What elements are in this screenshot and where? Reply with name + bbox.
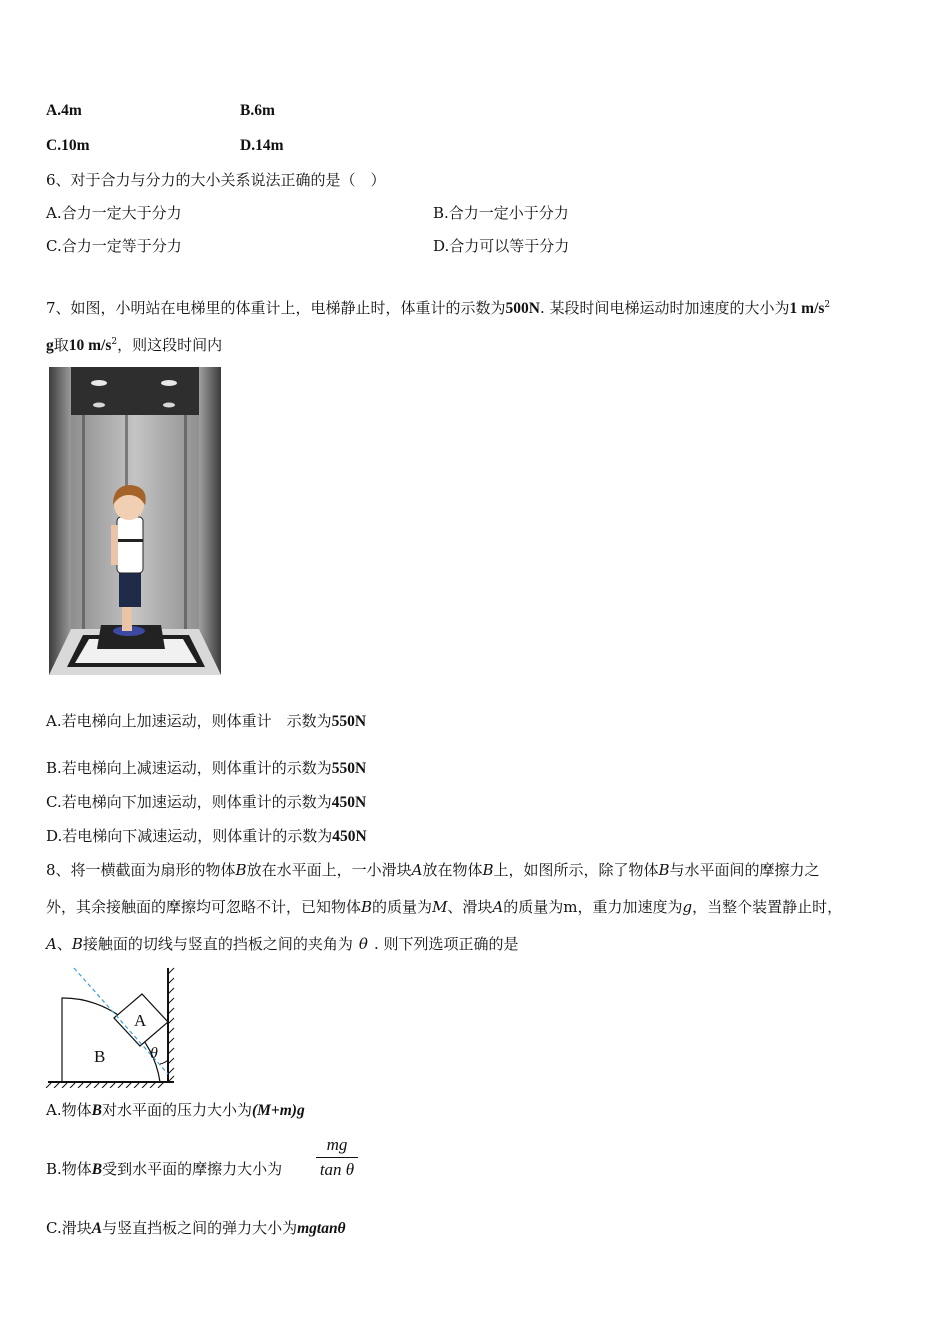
sector-block-diagram	[44, 964, 180, 1088]
q5-option-d: D.14m	[240, 137, 284, 154]
q8-stem-line2: 外，其余接触面的摩擦均可忽略不计，已知物体B的质量为M、滑块A的质量为m，重力加速度为g，当整个装置静止时，	[46, 898, 843, 916]
q6-option-b: B.合力一定小于分力	[433, 204, 569, 222]
fig-label-b: B	[94, 1047, 106, 1066]
q5-option-b: B.6m	[240, 102, 275, 119]
q8-stem-line1: 8、将一横截面为扇形的物体B放在水平面上，一小滑块A放在物体B上，如图所示，除了物体B与水平面间的摩擦力之	[46, 861, 820, 879]
q6-stem: 6、对于合力与分力的大小关系说法正确的是（ ）	[46, 171, 386, 189]
q8-option-a: A.物体B对水平面的压力大小为(M+m)g	[46, 1101, 305, 1119]
q6-option-c: C.合力一定等于分力	[46, 237, 182, 255]
q8-option-b-fraction: mg tan θ	[316, 1135, 358, 1180]
fig-label-a: A	[134, 1011, 147, 1030]
elevator-figure	[49, 367, 221, 675]
q8-stem-line3: A、B接触面的切线与竖直的挡板之间的夹角为 θ . 则下列选项正确的是	[46, 935, 519, 953]
q5-option-a: A.4m	[46, 102, 82, 119]
fig-label-theta: θ	[150, 1045, 158, 1062]
q7-stem-line2: g取10 $m/s^2$，则这段时间内	[46, 336, 223, 354]
q7-option-b: B.若电梯向上减速运动，则体重计的示数为550N	[46, 759, 367, 777]
q5-option-c: C.10m	[46, 137, 90, 154]
q8-option-b: B.物体B受到水平面的摩擦力大小为	[46, 1160, 283, 1178]
q7-option-d: D.若电梯向下减速运动，则体重计的示数为450N	[46, 827, 367, 845]
q7-option-c: C.若电梯向下加速运动，则体重计的示数为450N	[46, 793, 367, 811]
q6-option-a: A.合力一定大于分力	[46, 204, 182, 222]
q6-option-d: D.合力可以等于分力	[433, 237, 570, 255]
q8-option-c: C.滑块A与竖直挡板之间的弹力大小为mgtanθ	[46, 1219, 346, 1237]
q7-stem-line1: 7、如图，小明站在电梯里的体重计上，电梯静止时，体重计的示数为500N. 某段时间电梯运动时加速度的大小为1 $m/s^2$	[46, 299, 831, 317]
q7-option-a: A.若电梯向上加速运动，则体重计 示数为550N	[46, 712, 367, 730]
